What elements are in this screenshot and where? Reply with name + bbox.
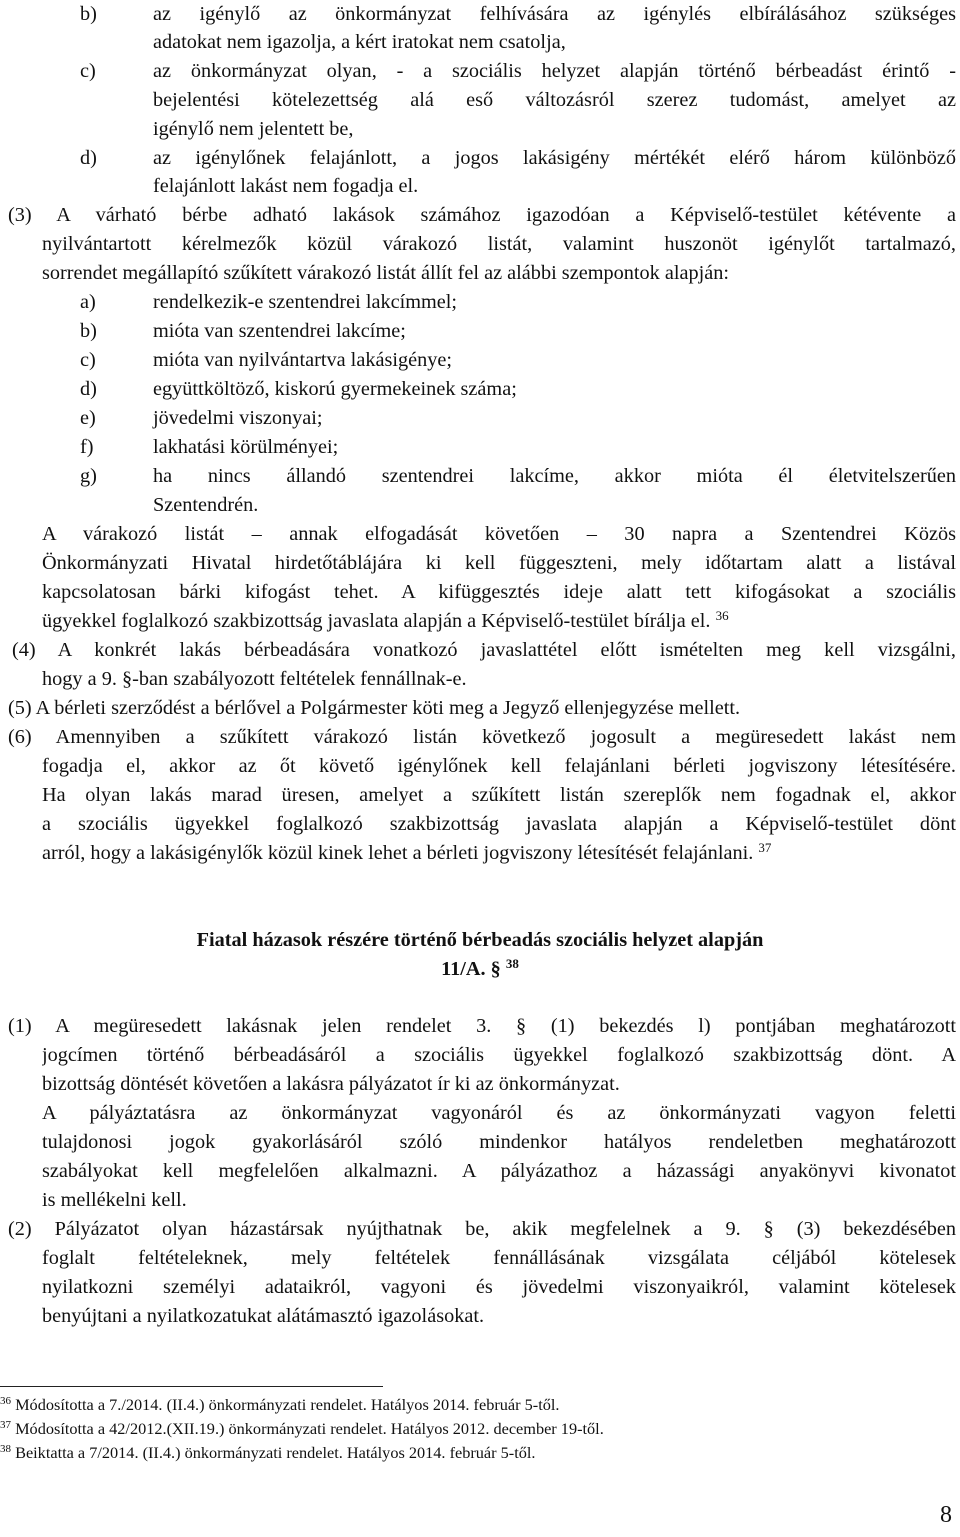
criteria-text: ha nincs állandó szentendrei lakcíme, akkor mióta él életvitelszerűen	[153, 465, 956, 487]
list-item-line: bejelentési kötelezettség alá eső változásról szerez tudomást, amelyet az	[153, 89, 956, 111]
paragraph-line: nyilatkozni személyi adataikról, vagyoni és jövedelmi viszonyaikról, valamint kötelesek	[42, 1276, 956, 1298]
page-number: 8	[940, 1502, 952, 1528]
list-item-label: d)	[80, 147, 97, 169]
criteria-label: d)	[80, 378, 97, 400]
paragraph-line: benyújtani a nyilatkozatukat alátámasztó igazolásokat.	[42, 1305, 485, 1327]
footnote	[0, 1394, 559, 1416]
paragraph-line: Önkormányzati Hivatal hirdetőtáblájára ki kell függeszteni, mely időtartam alatt a listával	[42, 552, 956, 574]
paragraph-line: nyilvántartott kérelmezők közül várakozó listát, valamint huszonöt igénylőt tartalmazó,	[42, 233, 956, 255]
footnote-text: Beiktatta a 7/2014. (II.4.) önkormányzati rendelet. Hatályos 2014. február 5-től.	[15, 1443, 536, 1462]
list-item-line: az igénylő az önkormányzat felhívására az igénylés elbírálásához szükséges	[153, 3, 956, 25]
paragraph-line: a szociális ügyekkel foglalkozó szakbizottság javaslata alapján a Képviselő-testület dönt	[42, 813, 956, 835]
paragraph-line: (2) Pályázatot olyan házastársak nyújthatnak be, akik megfelelnek a 9. § (3) bekezdésében	[8, 1218, 956, 1240]
criteria-label: c)	[80, 349, 96, 371]
paragraph-line: (6) Amennyiben a szűkített várakozó listán következő jogosult a megüresedett lakást nem	[8, 726, 956, 748]
section-number-text: 11/A. §	[441, 958, 501, 980]
paragraph-line: kapcsolatosan bárki kifogást tehet. A kifüggesztés ideje alatt tett kifogásokat a szociális	[42, 581, 956, 603]
list-item-line: igénylő nem jelentett be,	[153, 118, 354, 140]
footnote-number: 36	[0, 1395, 11, 1407]
paragraph-line: ügyekkel foglalkozó szakbizottság javaslata alapján a Képviselő-testület bírálja el.	[42, 610, 711, 632]
criteria-label: f)	[80, 436, 94, 458]
paragraph-line: hogy a 9. §-ban szabályozott feltételek fennállnak-e.	[42, 668, 467, 690]
criteria-label: b)	[80, 320, 97, 342]
paragraph-line: Ha olyan lakás marad üresen, amelyet a szűkített listán szereplők nem fogadnak el, akkor	[42, 784, 956, 806]
footnote-text: Módosította a 42/2012.(XII.19.) önkormányzati rendelet. Hatályos 2012. december 19-től.	[15, 1419, 604, 1438]
paragraph-line: A várakozó listát – annak elfogadását követően – 30 napra a Szentendrei Közös	[42, 523, 956, 545]
footnote-number: 37	[0, 1419, 11, 1431]
list-item-line: felajánlott lakást nem fogadja el.	[153, 175, 419, 197]
section-title: Fiatal házasok részére történő bérbeadás szociális helyzet alapján	[196, 929, 764, 951]
criteria-text: mióta van szentendrei lakcíme;	[153, 320, 406, 342]
paragraph-line: fogadja el, akkor az őt követő igénylőnek kell felajánlani bérleti jogviszony létesítésére.	[42, 755, 956, 777]
section-number	[0, 955, 960, 983]
paragraph-5: (5) A bérleti szerződést a bérlővel a Polgármester köti meg a Jegyző ellenjegyzése mellett.	[8, 697, 741, 719]
footnote-number: 38	[0, 1443, 11, 1455]
footnote-text: Módosította a 7./2014. (II.4.) önkormányzati rendelet. Hatályos 2014. február 5-től.	[15, 1395, 560, 1414]
paragraph-line: A pályáztatásra az önkormányzat vagyonáról és az önkormányzati vagyon feletti	[42, 1102, 956, 1124]
list-item-line: adatokat nem igazolja, a kért iratokat nem csatolja,	[153, 31, 566, 53]
paragraph-line: sorrendet megállapító szűkített várakozó listát állít fel az alábbi szempontok alapján:	[42, 262, 730, 284]
footnote-ref[interactable]: 38	[505, 956, 519, 971]
criteria-label: a)	[80, 291, 96, 313]
footnote-ref[interactable]: 37	[758, 840, 772, 855]
list-item-label: c)	[80, 60, 96, 82]
footnote	[0, 1442, 535, 1464]
paragraph-line: foglalt feltételeknek, mely feltételek fennállásának vizsgálata céljából kötelesek	[42, 1247, 956, 1269]
criteria-text: együttköltöző, kiskorú gyermekeinek száma;	[153, 378, 517, 400]
criteria-label: g)	[80, 465, 97, 487]
criteria-text: jövedelmi viszonyai;	[153, 407, 323, 429]
criteria-text: Szentendrén.	[153, 494, 259, 516]
paragraph-line: is mellékelni kell.	[42, 1189, 187, 1211]
paragraph-line: szabályokat kell megfelelően alkalmazni. A pályázathoz a házassági anyakönyvi kivonatot	[42, 1160, 956, 1182]
criteria-text: lakhatási körülményei;	[153, 436, 339, 458]
footnote	[0, 1418, 604, 1440]
paragraph-line: (4) A konkrét lakás bérbeadására vonatkozó javaslattétel előtt ismételten meg kell vizsgálni,	[12, 639, 956, 661]
list-item-line: az igénylőnek felajánlott, a jogos lakásigény mértékét elérő három különböző	[153, 147, 956, 169]
paragraph-line: jogcímen történő bérbeadásáról a szociális ügyekkel foglalkozó szakbizottság dönt. A	[42, 1044, 956, 1066]
paragraph-line: arról, hogy a lakásigénylők közül kinek lehet a bérleti jogviszony létesítését felajánlani.	[42, 842, 754, 864]
criteria-text: mióta van nyilvántartva lakásigénye;	[153, 349, 453, 371]
paragraph-line: tulajdonosi jogok gyakorlásáról szóló mindenkor hatályos rendeletben meghatározott	[42, 1131, 956, 1153]
list-item-line: az önkormányzat olyan, - a szociális helyzet alapján történő bérbeadást érintő -	[153, 60, 956, 82]
criteria-text: rendelkezik-e szentendrei lakcímmel;	[153, 291, 458, 313]
footnote-separator	[0, 1386, 383, 1387]
paragraph-line: (1) A megüresedett lakásnak jelen rendelet 3. § (1) bekezdés l) pontjában meghatározott	[8, 1015, 956, 1037]
footnote-ref[interactable]: 36	[715, 608, 729, 623]
list-item-label: b)	[80, 3, 97, 25]
paragraph-line: bizottság döntését követően a lakásra pályázatot ír ki az önkormányzat.	[42, 1073, 620, 1095]
paragraph-line: (3) A várható bérbe adható lakások számához igazodóan a Képviselő-testület kétévente a	[8, 204, 956, 226]
criteria-label: e)	[80, 407, 96, 429]
